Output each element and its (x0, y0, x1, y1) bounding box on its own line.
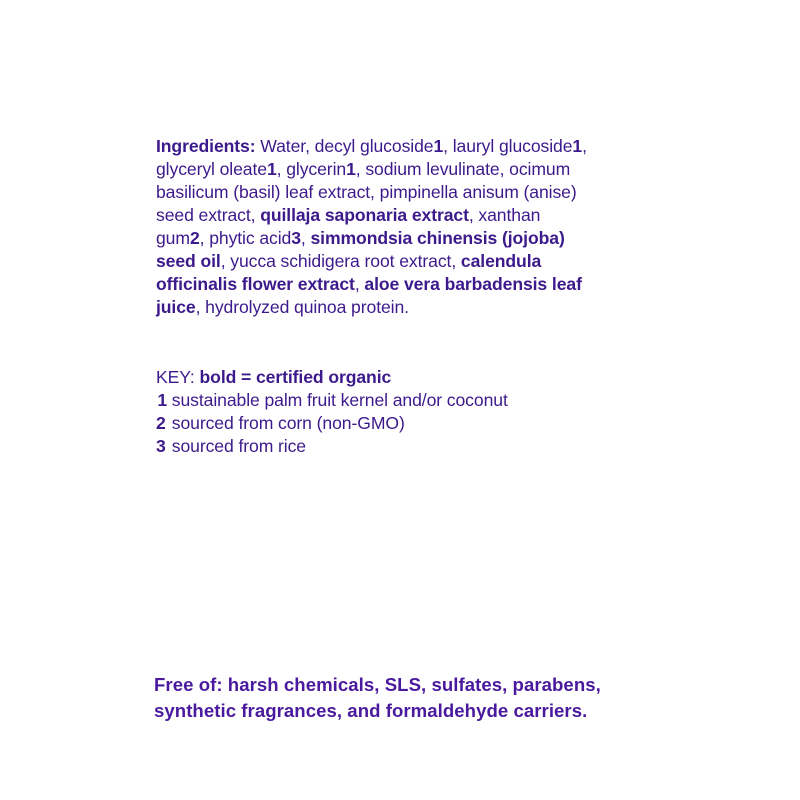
organic-ingredient: aloe vera barbadensis leaf (364, 274, 582, 294)
ingredients-list (156, 135, 716, 319)
footnote-text: sourced from corn (non-GMO) (167, 413, 405, 433)
ingredient-text: glyceryl oleate (156, 159, 267, 179)
footnote-text: sustainable palm fruit kernel and/or coconut (167, 390, 508, 410)
ingredient-text: , phytic acid (199, 228, 292, 248)
free-of-line-1: Free of: harsh chemicals, SLS, sulfates, parabens, (154, 674, 601, 695)
footnote-number: 1 (157, 390, 167, 410)
key-bold-meaning: bold = certified organic (194, 367, 392, 387)
ingredient-text: , yucca schidigera root extract, (220, 251, 461, 271)
key-label: KEY: (156, 367, 195, 387)
ingredients-line-6 (156, 250, 716, 273)
footnote-number: 2 (156, 413, 166, 433)
ingredient-text: Water, decyl glucoside (255, 136, 434, 156)
ingredients-line-3 (156, 181, 716, 204)
key-footnote-2 (156, 412, 716, 435)
footnote-marker: 1 (266, 159, 277, 179)
free-of-line-2: synthetic fragrances, and formaldehyde carriers. (154, 700, 588, 721)
key-footnote-1 (156, 389, 716, 412)
footnote-marker: 1 (572, 136, 583, 156)
organic-ingredient: officinalis flower extract (156, 274, 355, 294)
footnote-text: sourced from rice (167, 436, 306, 456)
ingredient-text: , xanthan (468, 205, 541, 225)
ingredients-line-8 (156, 296, 716, 319)
ingredient-text: , hydrolyzed quinoa protein. (195, 297, 409, 317)
ingredients-line-2 (156, 158, 716, 181)
ingredients-line-7 (156, 273, 716, 296)
ingredient-text: basilicum (basil) leaf extract, pimpinella anisum (anise) (156, 182, 577, 202)
footnote-marker: 1 (433, 136, 444, 156)
footnote-marker: 2 (189, 228, 200, 248)
ingredients-line-5 (156, 227, 716, 250)
ingredient-text: seed extract, (156, 205, 261, 225)
ingredients-line-4 (156, 204, 716, 227)
ingredient-text: , lauryl glucoside (443, 136, 573, 156)
organic-ingredient: calendula (460, 251, 542, 271)
ingredients-line-1 (156, 135, 716, 158)
organic-ingredient: quillaja saponaria extract (260, 205, 469, 225)
organic-ingredient: simmondsia chinensis (jojoba) (310, 228, 565, 248)
footnote-marker: 1 (346, 159, 356, 179)
ingredient-text: , (354, 274, 365, 294)
ingredient-text: , glycerin (276, 159, 347, 179)
ingredient-text: , (582, 136, 587, 156)
ingredient-text: , (300, 228, 311, 248)
ingredients-label: Ingredients: (156, 136, 256, 156)
organic-ingredient: seed oil (156, 251, 221, 271)
organic-ingredient: juice (156, 297, 196, 317)
key-heading (156, 366, 716, 389)
free-of-statement (154, 672, 754, 724)
ingredient-text: , sodium levulinate, ocimum (355, 159, 571, 179)
key-footnote-3 (156, 435, 716, 458)
ingredient-text: gum (156, 228, 190, 248)
key-legend (156, 366, 716, 458)
footnote-number: 3 (156, 436, 166, 456)
footnote-marker: 3 (291, 228, 301, 248)
